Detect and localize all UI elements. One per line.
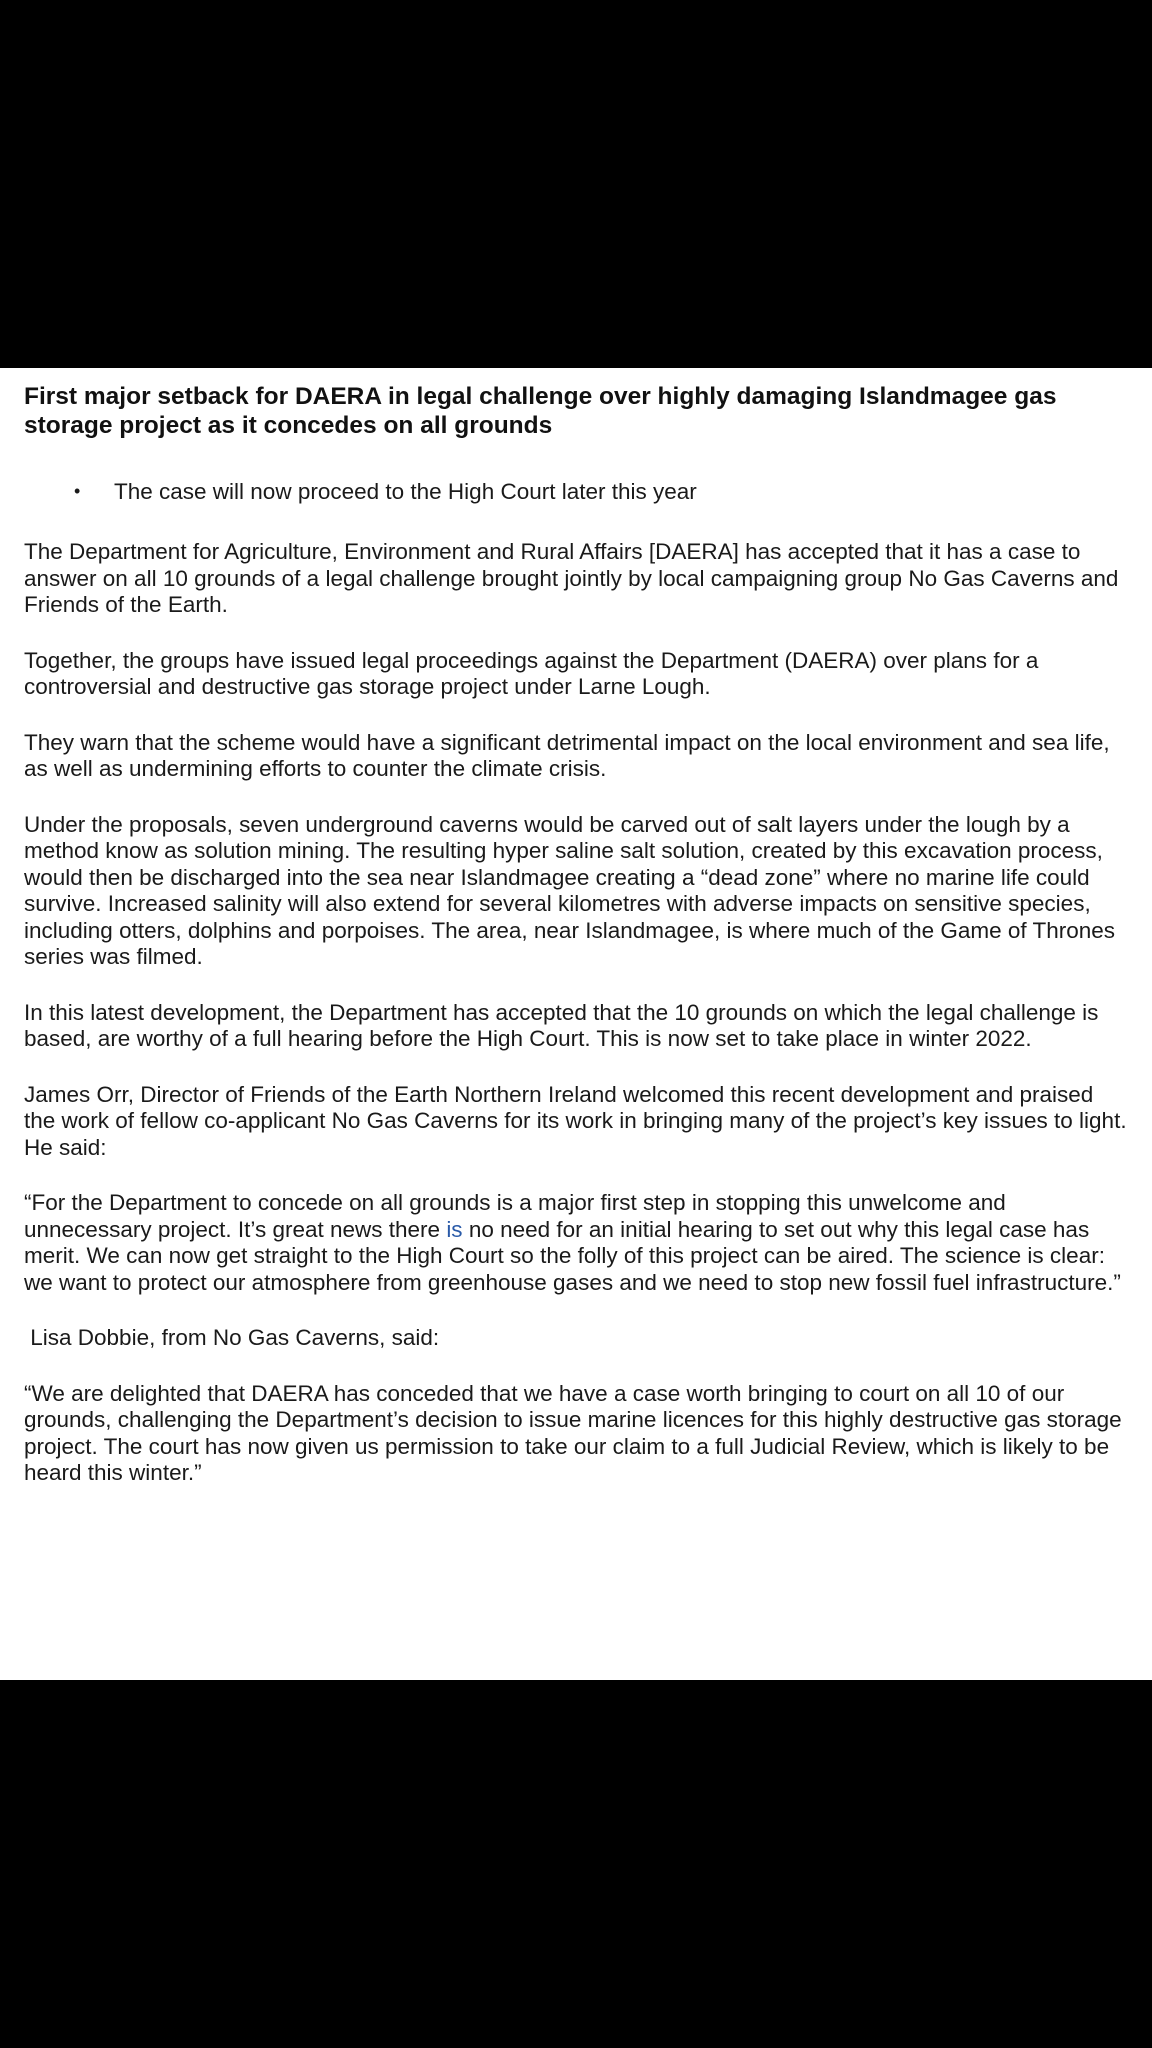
bullet-text: The case will now proceed to the High Court later this year [114, 479, 697, 504]
quote-james-orr [24, 1190, 1130, 1296]
paragraph-proposals: Under the proposals, seven underground caverns would be carved out of salt layers under the lough by a method know as solution mining. The resulting hyper saline salt solution, created by this excavation process, would then be discharged into the sea near Islandmagee creating a “dead zone” where no marine life could survive. Increased salinity will also extend for several kilometres with adverse impacts on sensitive species, including otters, dolphins and porpoises. The area, near Islandmagee, is where much of the Game of Thrones series was filmed. [24, 811, 1116, 969]
bottom-black-band [0, 1680, 1152, 2048]
bullet-dot-icon: • [74, 481, 81, 501]
paragraph-latest-development: In this latest development, the Department has accepted that the 10 grounds on which the legal challenge is based, are worthy of a full hearing before the High Court. This is now set to take place in winter 2022. [24, 999, 1099, 1051]
paragraph-james-orr: James Orr, Director of Friends of the Earth Northern Ireland welcomed this recent development and praised the work of fellow co-applicant No Gas Caverns for its work in bringing many of the project’s key issues to light. He said: [24, 1081, 1127, 1160]
paragraph-daera-accepts: The Department for Agriculture, Environment and Rural Affairs [DAERA] has accepted that it has a case to answer on all 10 grounds of a legal challenge brought jointly by local campaigning group No Gas Caverns and Friends of the Earth. [24, 539, 1119, 617]
quote-james-orr-part1: “For the Department to concede on all grounds is a major first step in stopping this unwelcome and unnecessary project. It’s great news there [24, 1190, 1006, 1242]
quote-james-orr-part2: no need for an initial hearing to set out why this legal case has merit. We can now get straight to the High Court so the folly of this project can be aired. The science is clear: we want to protect our atmosphere from greenhouse gases and we need to stop new fossil fuel infrastructure.” [24, 1216, 1121, 1295]
document-page [0, 368, 1152, 1680]
paragraph-legal-proceedings: Together, the groups have issued legal proceedings against the Department (DAERA) over plans for a controversial and destructive gas storage project under Larne Lough. [24, 647, 1039, 699]
top-black-band [0, 0, 1152, 368]
bullet-list-item [74, 477, 1130, 506]
quote-lisa-dobbie: “We are delighted that DAERA has conceded that we have a case worth bringing to court on all 10 of our grounds, challenging the Department’s decision to issue marine licences for this highly destructive gas storage project. The court has now given us permission to take our claim to a full Judicial Review, which is likely to be heard this winter.” [24, 1380, 1122, 1485]
article-headline: First major setback for DAERA in legal challenge over highly damaging Islandmagee gas storage project as it concedes on all grounds [24, 383, 1057, 439]
paragraph-warning: They warn that the scheme would have a significant detrimental impact on the local environment and sea life, as well as undermining efforts to counter the climate crisis. [24, 729, 1110, 781]
attribution-lisa-dobbie: Lisa Dobbie, from No Gas Caverns, said: [24, 1325, 440, 1350]
quote-highlight-word: is [446, 1216, 463, 1242]
